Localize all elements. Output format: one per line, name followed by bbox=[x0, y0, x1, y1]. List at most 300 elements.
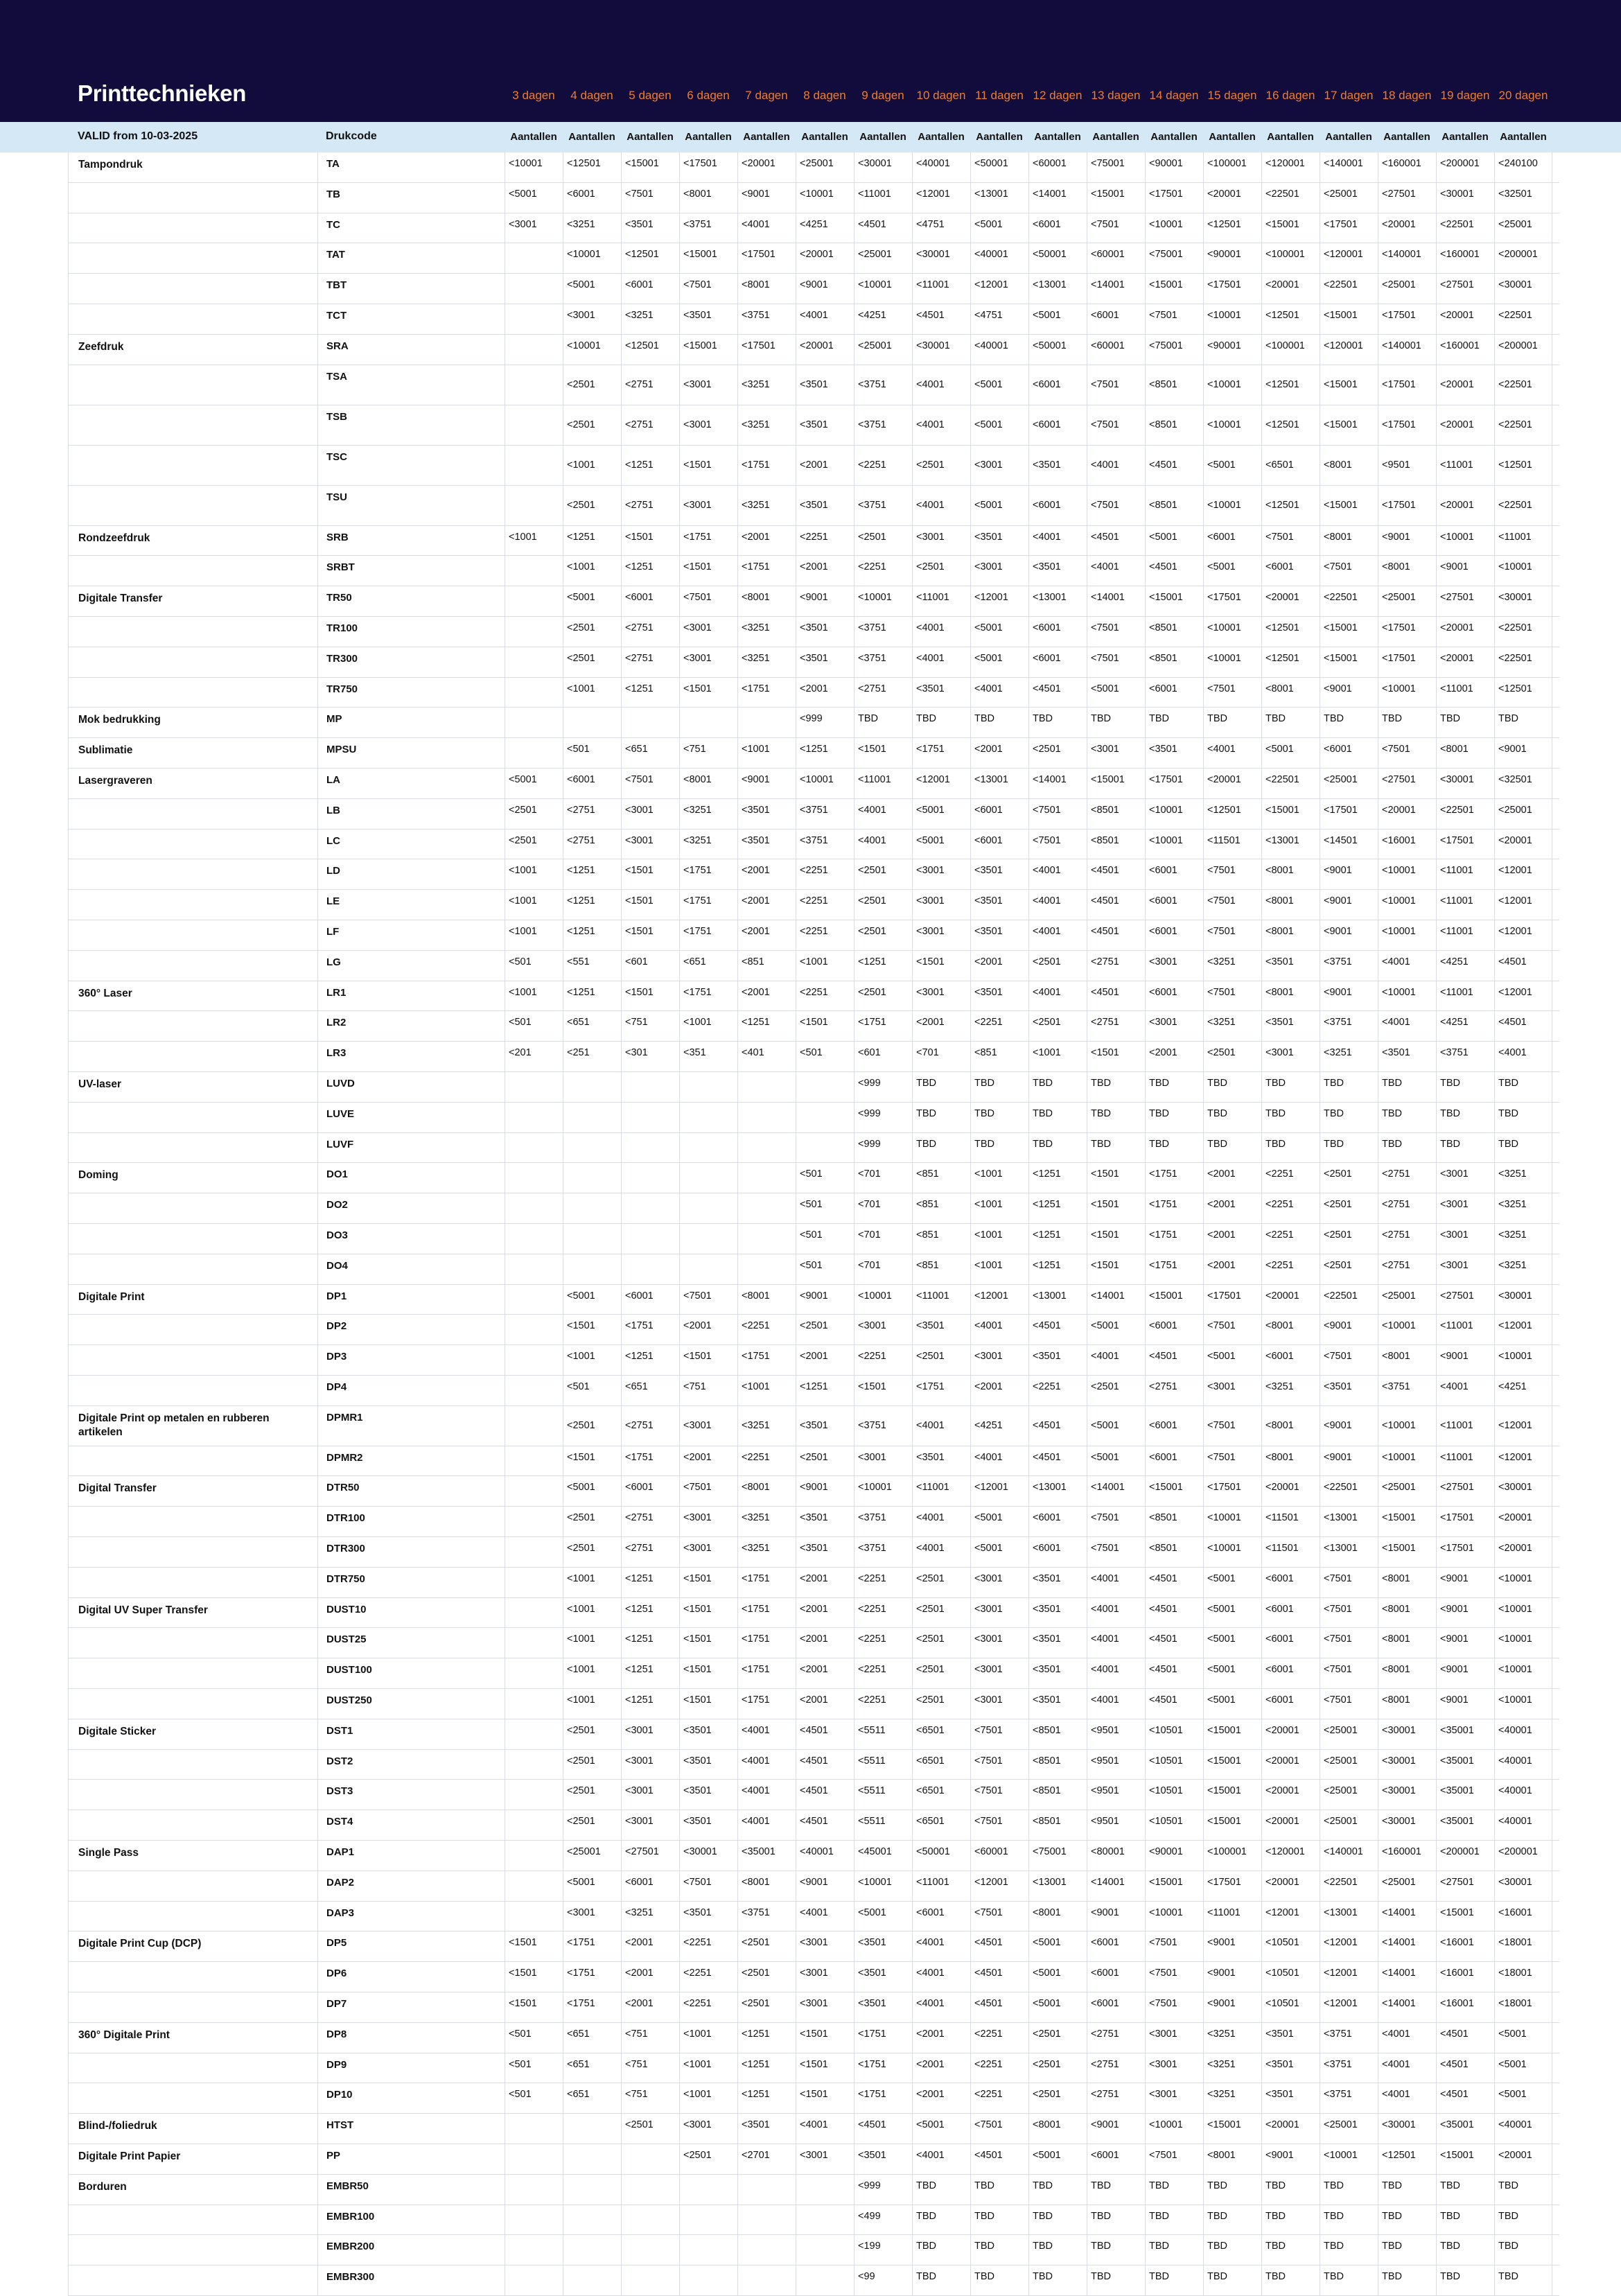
quantity-cell: <4501 bbox=[1145, 1658, 1203, 1688]
quantity-cell: <6001 bbox=[1320, 738, 1378, 768]
quantity-cell bbox=[505, 486, 563, 525]
quantity-cell: <7501 bbox=[1087, 213, 1145, 243]
print-code: LA bbox=[317, 769, 505, 798]
quantity-cell bbox=[737, 2205, 796, 2235]
quantity-cell: <4501 bbox=[1087, 890, 1145, 920]
quantity-cell: <8001 bbox=[1261, 1406, 1320, 1446]
quantity-cell: <7501 bbox=[1087, 365, 1145, 405]
quantity-cell bbox=[505, 1658, 563, 1688]
quantity-cell bbox=[505, 1406, 563, 1446]
print-code: TA bbox=[317, 152, 505, 182]
quantity-cell: <3001 bbox=[505, 213, 563, 243]
technique-name: Borduren bbox=[68, 2175, 317, 2205]
quantity-cell: <1001 bbox=[970, 1163, 1028, 1193]
quantity-cell: <7501 bbox=[1320, 1345, 1378, 1375]
quantity-cell: <2501 bbox=[796, 1315, 854, 1344]
quantity-cell: <5001 bbox=[912, 830, 970, 859]
quantity-cell: TBD bbox=[1203, 708, 1261, 737]
quantity-cell: <3001 bbox=[679, 365, 737, 405]
quantity-cell bbox=[737, 2266, 796, 2295]
quantity-cell: <200001 bbox=[1494, 243, 1552, 273]
quantity-cell: <6001 bbox=[1203, 526, 1261, 556]
quantity-cell: <6001 bbox=[1261, 556, 1320, 586]
quantity-cell bbox=[505, 556, 563, 586]
quantity-cell: <10001 bbox=[1378, 890, 1436, 920]
quantity-cell: <3501 bbox=[1261, 2053, 1320, 2083]
quantity-cell: <4001 bbox=[854, 830, 912, 859]
quantity-cell: <3001 bbox=[796, 1992, 854, 2022]
quantity-cell: <1501 bbox=[621, 920, 679, 950]
quantity-cell bbox=[505, 1345, 563, 1375]
quantity-cell: <351 bbox=[679, 1042, 737, 1071]
technique-name bbox=[68, 1103, 317, 1132]
quantity-cell: <851 bbox=[912, 1254, 970, 1284]
quantity-cell: <3501 bbox=[1261, 2083, 1320, 2113]
quantity-cell: <12501 bbox=[1494, 446, 1552, 485]
quantity-cell: <10001 bbox=[1145, 799, 1203, 829]
technique-name bbox=[68, 556, 317, 586]
quantity-cell: <501 bbox=[796, 1254, 854, 1284]
quantity-cell: <14001 bbox=[1028, 183, 1087, 213]
quantity-cell: <1501 bbox=[679, 1658, 737, 1688]
quantity-cell: <12001 bbox=[970, 1285, 1028, 1315]
table-row bbox=[68, 1628, 1559, 1658]
quantity-cell: <20001 bbox=[1261, 1810, 1320, 1840]
quantity-cell bbox=[505, 586, 563, 616]
quantity-cell: <4501 bbox=[1028, 1315, 1087, 1344]
print-code: TB bbox=[317, 183, 505, 213]
quantity-cell: <1501 bbox=[912, 951, 970, 981]
quantity-cell: <6001 bbox=[1028, 647, 1087, 677]
quantity-cell: <20001 bbox=[1261, 586, 1320, 616]
quantity-cell: <3751 bbox=[1320, 951, 1378, 981]
quantity-cell: <10001 bbox=[1494, 556, 1552, 586]
quantity-cell bbox=[563, 2144, 621, 2174]
quantity-cell: <40001 bbox=[970, 335, 1028, 365]
quantity-cell: <5001 bbox=[1203, 1689, 1261, 1719]
quantity-cell: <2251 bbox=[1261, 1254, 1320, 1284]
quantity-cell: <20001 bbox=[1261, 1476, 1320, 1506]
quantity-cell: <5001 bbox=[970, 405, 1028, 445]
quantity-cell: <3501 bbox=[796, 1406, 854, 1446]
quantity-cell: <2751 bbox=[563, 830, 621, 859]
quantity-cell: <4001 bbox=[1436, 1376, 1494, 1405]
quantity-cell: <30001 bbox=[1378, 1719, 1436, 1749]
technique-name bbox=[68, 446, 317, 485]
day-header: 12 dagen bbox=[1033, 89, 1083, 102]
technique-name bbox=[68, 1011, 317, 1041]
quantity-cell: <3251 bbox=[737, 1406, 796, 1446]
quantity-cell: <1751 bbox=[679, 526, 737, 556]
quantity-cell: <8001 bbox=[1261, 859, 1320, 889]
quantity-cell: <17501 bbox=[1378, 617, 1436, 647]
quantity-cell: <17501 bbox=[1378, 405, 1436, 445]
quantity-cell: <17501 bbox=[1378, 365, 1436, 405]
quantity-cell: <2001 bbox=[737, 859, 796, 889]
quantity-cell: <6001 bbox=[1261, 1658, 1320, 1688]
quantity-cell: <2751 bbox=[1087, 2023, 1145, 2053]
quantity-cell: <25001 bbox=[1378, 274, 1436, 304]
table-row bbox=[68, 920, 1559, 951]
quantity-cell: <3001 bbox=[854, 1446, 912, 1476]
table-row bbox=[68, 152, 1559, 183]
quantity-cell: <9001 bbox=[1320, 1406, 1378, 1446]
quantity-cell: <13001 bbox=[1320, 1902, 1378, 1931]
quantity-cell: <9001 bbox=[1203, 1962, 1261, 1992]
print-code: MPSU bbox=[317, 738, 505, 768]
quantity-cell: <16001 bbox=[1494, 1902, 1552, 1931]
quantity-cell: TBD bbox=[970, 2266, 1028, 2295]
technique-name bbox=[68, 1780, 317, 1809]
quantity-cell: <15001 bbox=[1203, 1750, 1261, 1780]
quantity-cell: <75001 bbox=[1145, 335, 1203, 365]
quantity-cell: <20001 bbox=[1436, 405, 1494, 445]
quantity-cell: <1251 bbox=[737, 2023, 796, 2053]
quantity-cell: <3251 bbox=[1203, 951, 1261, 981]
quantity-cell: <9001 bbox=[737, 183, 796, 213]
quantity-cell: <32501 bbox=[1494, 769, 1552, 798]
quantity-cell: <501 bbox=[796, 1224, 854, 1254]
quantity-cell: <2501 bbox=[563, 647, 621, 677]
quantity-cell: <40001 bbox=[796, 1841, 854, 1870]
table-row bbox=[68, 1750, 1559, 1780]
quantity-cell: <6001 bbox=[621, 586, 679, 616]
quantity-cell: <6001 bbox=[1087, 1931, 1145, 1961]
quantity-cell: <13001 bbox=[1261, 830, 1320, 859]
quantity-cell: <5001 bbox=[1203, 1345, 1261, 1375]
quantity-cell: <22501 bbox=[1261, 769, 1320, 798]
quantity-cell: <8501 bbox=[1145, 405, 1203, 445]
quantity-cell: <2501 bbox=[854, 920, 912, 950]
table-row bbox=[68, 890, 1559, 920]
quantity-cell: TBD bbox=[970, 1072, 1028, 1102]
quantity-cell: <15001 bbox=[1378, 1537, 1436, 1567]
quantity-cell: <1751 bbox=[737, 556, 796, 586]
quantity-cell bbox=[679, 1133, 737, 1163]
quantity-cell: <2501 bbox=[1028, 951, 1087, 981]
quantity-cell: <12501 bbox=[1261, 304, 1320, 334]
quantity-cell: <3501 bbox=[679, 1902, 737, 1931]
quantity-cell: <1751 bbox=[737, 678, 796, 708]
quantity-cell: <201 bbox=[505, 1042, 563, 1071]
quantity-cell: <30001 bbox=[1494, 1285, 1552, 1315]
quantity-cell: <8001 bbox=[737, 586, 796, 616]
quantity-cell: <4001 bbox=[796, 1902, 854, 1931]
quantity-cell: <8501 bbox=[1028, 1810, 1087, 1840]
table-row bbox=[68, 2023, 1559, 2053]
quantity-cell: <17501 bbox=[679, 152, 737, 182]
quantity-cell: <12501 bbox=[1261, 647, 1320, 677]
quantity-cell: <2251 bbox=[796, 920, 854, 950]
quantity-cell: <15001 bbox=[1436, 2144, 1494, 2174]
quantity-cell: <14001 bbox=[1087, 1476, 1145, 1506]
quantity-cell: <22501 bbox=[1320, 1476, 1378, 1506]
quantity-cell: <5001 bbox=[563, 1476, 621, 1506]
quantity-cell: <15001 bbox=[1320, 617, 1378, 647]
quantity-cell bbox=[505, 617, 563, 647]
quantity-cell: <3251 bbox=[1494, 1163, 1552, 1193]
quantity-cell: <4501 bbox=[854, 2114, 912, 2144]
quantity-cell: <6001 bbox=[1028, 1537, 1087, 1567]
quantity-cell: <9001 bbox=[1436, 1568, 1494, 1597]
quantity-cell: <20001 bbox=[1378, 799, 1436, 829]
quantity-cell: <4001 bbox=[912, 1507, 970, 1536]
table-row bbox=[68, 1568, 1559, 1598]
quantity-cell: <3001 bbox=[621, 1750, 679, 1780]
quantity-cell: <4751 bbox=[912, 213, 970, 243]
quantity-cell: <5001 bbox=[970, 1507, 1028, 1536]
quantity-cell: <3501 bbox=[796, 1537, 854, 1567]
quantity-cell: <2751 bbox=[621, 1406, 679, 1446]
quantity-cell: <2501 bbox=[1320, 1224, 1378, 1254]
quantity-cell: <4001 bbox=[1378, 951, 1436, 981]
quantity-cell: <1001 bbox=[563, 1689, 621, 1719]
quantity-cell: <16001 bbox=[1436, 1962, 1494, 1992]
quantity-cell: <5001 bbox=[1028, 2144, 1087, 2174]
quantity-cell: <4501 bbox=[1145, 446, 1203, 485]
quantity-cell: <20001 bbox=[1203, 183, 1261, 213]
quantity-cell: <2001 bbox=[621, 1931, 679, 1961]
quantity-cell: <7501 bbox=[679, 1476, 737, 1506]
quantity-cell bbox=[505, 1871, 563, 1901]
quantity-cell bbox=[505, 1598, 563, 1628]
quantity-cell: <7501 bbox=[1087, 1507, 1145, 1536]
quantity-cell: <7501 bbox=[1320, 1568, 1378, 1597]
quantity-cell: TBD bbox=[1378, 708, 1436, 737]
day-header: 7 dagen bbox=[745, 89, 788, 102]
quantity-cell: <751 bbox=[621, 2023, 679, 2053]
quantity-cell: <6001 bbox=[1028, 365, 1087, 405]
quantity-cell: <10001 bbox=[1494, 1628, 1552, 1658]
quantity-cell: <60001 bbox=[1087, 243, 1145, 273]
quantity-cell: TBD bbox=[1087, 2266, 1145, 2295]
quantity-cell: <1251 bbox=[1028, 1163, 1087, 1193]
table-row bbox=[68, 1476, 1559, 1507]
quantity-cell: <2251 bbox=[796, 526, 854, 556]
table-row bbox=[68, 647, 1559, 678]
table-row bbox=[68, 1931, 1559, 1962]
quantity-cell: <8501 bbox=[1145, 486, 1203, 525]
quantity-cell: <751 bbox=[621, 1011, 679, 1041]
technique-name: Doming bbox=[68, 1163, 317, 1193]
quantity-cell: <35001 bbox=[1436, 1750, 1494, 1780]
quantity-cell: <651 bbox=[563, 2053, 621, 2083]
quantity-cell bbox=[621, 2235, 679, 2265]
quantity-cell: <12001 bbox=[1494, 890, 1552, 920]
quantity-cell: <5001 bbox=[854, 1902, 912, 1931]
quantity-cell: <4001 bbox=[737, 213, 796, 243]
quantity-cell: <7501 bbox=[1320, 1658, 1378, 1688]
quantity-cell: <5001 bbox=[1028, 1992, 1087, 2022]
quantity-cell bbox=[621, 1254, 679, 1284]
quantity-cell: <20001 bbox=[1436, 304, 1494, 334]
technique-name: Digital Transfer bbox=[68, 1476, 317, 1506]
quantity-cell: <20001 bbox=[1203, 769, 1261, 798]
quantity-cell: <7501 bbox=[1087, 1537, 1145, 1567]
quantity-cell: <1251 bbox=[621, 446, 679, 485]
quantity-cell: <3751 bbox=[854, 486, 912, 525]
quantity-cell bbox=[796, 2235, 854, 2265]
quantity-cell bbox=[563, 2235, 621, 2265]
technique-name bbox=[68, 830, 317, 859]
quantity-cell: TBD bbox=[1436, 2266, 1494, 2295]
quantity-cell: <12501 bbox=[1378, 2144, 1436, 2174]
quantity-cell bbox=[563, 1133, 621, 1163]
quantity-cell: <25001 bbox=[563, 1841, 621, 1870]
print-code: DO2 bbox=[317, 1193, 505, 1223]
quantity-cell: <499 bbox=[854, 2205, 912, 2235]
quantity-cell: <3501 bbox=[1145, 738, 1203, 768]
quantity-cell: <10001 bbox=[854, 1285, 912, 1315]
quantity-cell: <2751 bbox=[1378, 1254, 1436, 1284]
quantity-cell: <3251 bbox=[737, 1537, 796, 1567]
quantity-cell: <2001 bbox=[796, 1598, 854, 1628]
quantity-cell: <15001 bbox=[1145, 274, 1203, 304]
day-header: 17 dagen bbox=[1324, 89, 1374, 102]
quantity-cell: <7501 bbox=[970, 2114, 1028, 2144]
quantity-cell: <5001 bbox=[1028, 304, 1087, 334]
quantity-cell: <1501 bbox=[563, 1315, 621, 1344]
quantity-cell: <1001 bbox=[505, 890, 563, 920]
quantity-cell: <17501 bbox=[1320, 799, 1378, 829]
quantity-cell: <10501 bbox=[1261, 1931, 1320, 1961]
quantity-cell: <3001 bbox=[1436, 1224, 1494, 1254]
quantity-cell: <1001 bbox=[970, 1254, 1028, 1284]
quantity-cell: <20001 bbox=[1436, 486, 1494, 525]
print-code: DUST100 bbox=[317, 1658, 505, 1688]
quantity-cell: <4001 bbox=[1087, 1598, 1145, 1628]
table-row bbox=[68, 1810, 1559, 1841]
quantity-cell: <7501 bbox=[679, 1285, 737, 1315]
quantity-cell: <1501 bbox=[679, 1568, 737, 1597]
quantity-cell: <6501 bbox=[912, 1750, 970, 1780]
quantity-cell bbox=[505, 738, 563, 768]
quantity-cell: <501 bbox=[505, 2053, 563, 2083]
quantity-cell: TBD bbox=[1145, 1072, 1203, 1102]
technique-name bbox=[68, 1446, 317, 1476]
quantity-cell: <3001 bbox=[679, 405, 737, 445]
quantity-cell: <14501 bbox=[1320, 830, 1378, 859]
quantity-cell: <2001 bbox=[796, 556, 854, 586]
quantity-cell: <15001 bbox=[1203, 1780, 1261, 1809]
table-row bbox=[68, 405, 1559, 446]
quantity-cell: TBD bbox=[1203, 1133, 1261, 1163]
day-header: 6 dagen bbox=[687, 89, 730, 102]
quantity-cell bbox=[621, 2266, 679, 2295]
quantity-header: Aantallen bbox=[801, 131, 848, 143]
quantity-cell: <15001 bbox=[1203, 1810, 1261, 1840]
quantity-cell: <2251 bbox=[854, 1628, 912, 1658]
quantity-cell: <1501 bbox=[505, 1931, 563, 1961]
quantity-cell: <12501 bbox=[621, 335, 679, 365]
quantity-cell: <3001 bbox=[970, 1598, 1028, 1628]
quantity-cell: <3501 bbox=[737, 830, 796, 859]
table-row bbox=[68, 1537, 1559, 1568]
quantity-cell: <1501 bbox=[679, 1345, 737, 1375]
quantity-cell: <90001 bbox=[1145, 1841, 1203, 1870]
quantity-cell: <2501 bbox=[854, 859, 912, 889]
quantity-cell: TBD bbox=[1261, 2235, 1320, 2265]
quantity-cell: <6001 bbox=[621, 274, 679, 304]
quantity-cell: <9001 bbox=[1320, 981, 1378, 1011]
quantity-cell: <7501 bbox=[970, 1902, 1028, 1931]
table-row bbox=[68, 486, 1559, 526]
quantity-cell: <11001 bbox=[912, 1476, 970, 1506]
quantity-cell: TBD bbox=[1320, 2266, 1378, 2295]
quantity-cell: <3501 bbox=[1028, 1598, 1087, 1628]
day-header: 14 dagen bbox=[1149, 89, 1199, 102]
quantity-cell: <8001 bbox=[679, 769, 737, 798]
quantity-cell: <3251 bbox=[1203, 2083, 1261, 2113]
quantity-cell: <1501 bbox=[796, 2083, 854, 2113]
quantity-cell: <601 bbox=[854, 1042, 912, 1071]
quantity-cell: <3501 bbox=[1028, 1568, 1087, 1597]
quantity-cell: <3751 bbox=[854, 1507, 912, 1536]
quantity-cell bbox=[505, 1103, 563, 1132]
quantity-cell: <35001 bbox=[737, 1841, 796, 1870]
quantity-cell: <10001 bbox=[563, 243, 621, 273]
quantity-cell bbox=[563, 708, 621, 737]
quantity-cell: <2501 bbox=[854, 890, 912, 920]
quantity-cell: TBD bbox=[970, 1133, 1028, 1163]
quantity-cell bbox=[679, 1103, 737, 1132]
quantity-cell: <30001 bbox=[1494, 586, 1552, 616]
technique-name bbox=[68, 1224, 317, 1254]
quantity-cell: <651 bbox=[621, 1376, 679, 1405]
quantity-cell: <4001 bbox=[1378, 2023, 1436, 2053]
technique-name bbox=[68, 1810, 317, 1840]
quantity-cell: <14001 bbox=[1028, 769, 1087, 798]
quantity-cell: <15001 bbox=[1320, 647, 1378, 677]
quantity-cell: <3501 bbox=[737, 799, 796, 829]
quantity-cell: <3501 bbox=[621, 213, 679, 243]
quantity-cell: <3501 bbox=[854, 1931, 912, 1961]
quantity-cell: <2501 bbox=[621, 2114, 679, 2144]
quantity-cell: <17501 bbox=[1145, 769, 1203, 798]
quantity-cell bbox=[505, 446, 563, 485]
quantity-cell: <7501 bbox=[1145, 1992, 1203, 2022]
quantity-cell: <140001 bbox=[1378, 335, 1436, 365]
quantity-cell: <3251 bbox=[679, 799, 737, 829]
quantity-cell: <3501 bbox=[912, 678, 970, 708]
quantity-cell: <2501 bbox=[854, 981, 912, 1011]
quantity-cell: <11001 bbox=[912, 1285, 970, 1315]
quantity-cell: <3751 bbox=[1320, 2083, 1378, 2113]
quantity-cell: <60001 bbox=[970, 1841, 1028, 1870]
quantity-cell: <5001 bbox=[563, 274, 621, 304]
quantity-cell: <3001 bbox=[1145, 1011, 1203, 1041]
quantity-cell: <99 bbox=[854, 2266, 912, 2295]
quantity-cell: <401 bbox=[737, 1042, 796, 1071]
quantity-cell: <3751 bbox=[796, 799, 854, 829]
quantity-cell: <14001 bbox=[1378, 1992, 1436, 2022]
quantity-cell: <7501 bbox=[970, 1780, 1028, 1809]
quantity-cell: <3001 bbox=[796, 1962, 854, 1992]
quantity-cell: <3001 bbox=[970, 1568, 1028, 1597]
quantity-cell: <22501 bbox=[1436, 799, 1494, 829]
quantity-cell: TBD bbox=[1494, 2175, 1552, 2205]
table-row bbox=[68, 2053, 1559, 2084]
print-code: LD bbox=[317, 859, 505, 889]
quantity-cell: <1251 bbox=[621, 556, 679, 586]
quantity-cell: <2501 bbox=[563, 1537, 621, 1567]
quantity-cell: <12501 bbox=[621, 243, 679, 273]
quantity-cell: <30001 bbox=[1494, 274, 1552, 304]
quantity-cell: <22501 bbox=[1494, 304, 1552, 334]
quantity-cell: <15001 bbox=[1436, 1902, 1494, 1931]
quantity-cell: <12001 bbox=[1320, 1962, 1378, 1992]
quantity-cell: TBD bbox=[1436, 2235, 1494, 2265]
